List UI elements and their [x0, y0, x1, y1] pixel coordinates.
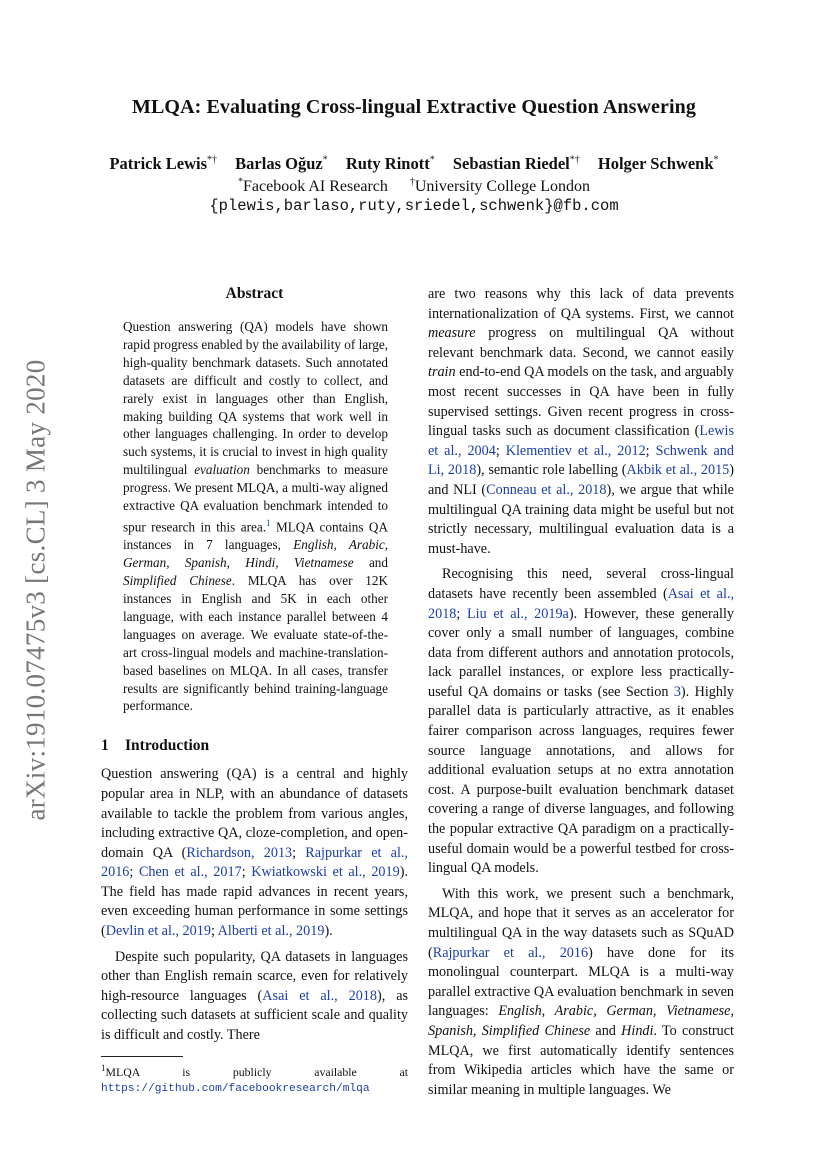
- left-column: [101, 285, 408, 1097]
- citation-link[interactable]: Klementiev et al., 2012: [505, 442, 646, 459]
- author-name: Patrick Lewis*†: [109, 154, 218, 173]
- affiliation: †University College London: [409, 177, 590, 196]
- affiliation: *Facebook AI Research: [238, 177, 388, 196]
- author-name: Sebastian Riedel*†: [452, 154, 580, 173]
- author-name: Barlas Oğuz*: [235, 154, 328, 173]
- right-column: [428, 285, 734, 1100]
- citation-link[interactable]: Asai et al., 2018: [428, 585, 735, 622]
- footnote-url[interactable]: https://github.com/facebookresearch/mlqa: [101, 1082, 370, 1095]
- arxiv-identifier: arXiv:1910.07475v3 [cs.CL] 3 May 2020: [20, 359, 51, 821]
- citation-link[interactable]: Chen et al., 2017: [138, 864, 242, 881]
- citation-link[interactable]: Richardson, 2013: [186, 844, 293, 861]
- footnote: $^1$MLQA is publicly available at https://github.com/facebookresearch/mlqa: [101, 1062, 408, 1095]
- author-name: Ruty Rinott*: [345, 154, 435, 173]
- footnote-marker[interactable]: 1: [266, 517, 271, 528]
- author-list: [0, 154, 828, 174]
- citation-link[interactable]: Rajpurkar et al., 2016: [432, 944, 589, 961]
- citation-link[interactable]: Schwenk and Li, 2018: [428, 442, 734, 479]
- citation-link[interactable]: Rajpurkar et al., 2016: [101, 844, 408, 881]
- footnote-rule: [101, 1056, 183, 1057]
- citation-link[interactable]: Kwiatkowski et al., 2019: [251, 864, 400, 881]
- citation-link[interactable]: Conneau et al., 2018: [486, 481, 607, 498]
- author-emails: {plewis,barlaso,ruty,sriedel,schwenk}@fb.com: [209, 197, 619, 215]
- abstract-text: Question answering (QA) models have shown rapid progress enabled by the availability of large, high-quality benchmark datasets. Such annotated datasets are difficult and costly to collect, and rarely exist in languages other than English, making building QA systems that work well in other languages challenging. In order to develop such systems, it is crucial to invest in high quality multilingual evaluation benchmarks to measure progress. We present MLQA, a multi-way aligned extractive QA evaluation benchmark intended to spur research in this area.$^1$ MLQA contains QA instances in 7 languages, English, Arabic, German, Spanish, Hindi, Vietnamese and Simplified Chinese. MLQA has over 12K instances in English and 5K in each other language, with each instance parallel between 4 languages on average. We evaluate state-of-the-art cross-lingual models and machine-translation-based baselines on MLQA. In all cases, transfer results are significantly behind training-language performance.: [123, 319, 389, 714]
- paper-title: MLQA: Evaluating Cross-lingual Extractive Question Answering: [132, 96, 696, 118]
- intro-paragraph: With this work, we present such a benchmark, MLQA, and hope that it serves as an accelerator for multilingual QA in the way datasets such as SQuAD (Rajpurkar et al., 2016) have done for its monolingual counterpart. MLQA is a multi-way parallel extractive QA evaluation benchmark in seven languages: English, Arabic, German, Vietnamese, Spanish, Simplified Chinese and Hindi. To construct MLQA, we first automatically identify sentences from Wikipedia articles which have the same or similar meaning in multiple languages. We: [428, 885, 734, 1098]
- intro-paragraph: Despite such popularity, QA datasets in languages other than English remain scarce, even for relatively high-resource languages (Asai et al., 2018), as collecting such datasets at sufficient scale and quality is difficult and costly. There: [101, 948, 409, 1044]
- section-link[interactable]: 3: [673, 683, 681, 700]
- author-name: Holger Schwenk*: [597, 154, 719, 173]
- citation-link[interactable]: Asai et al., 2018: [262, 987, 377, 1004]
- intro-paragraph: Question answering (QA) is a central and highly popular area in NLP, with an abundance of datasets available to tackle the problem from various angles, including extractive QA, cloze-completion, and open-domain QA (Richardson, 2013; Rajpurkar et al., 2016; Chen et al., 2017; Kwiatkowski et al., 2019). The field has made rapid advances in recent years, even exceeding human performance in some settings (Devlin et al., 2019; Alberti et al., 2019).: [101, 766, 408, 940]
- section-heading: 1 Introduction: [101, 737, 210, 755]
- citation-link[interactable]: Devlin et al., 2019: [105, 923, 211, 940]
- abstract-heading: Abstract: [225, 285, 284, 302]
- citation-link[interactable]: Akbik et al., 2015: [626, 462, 730, 479]
- intro-paragraph: are two reasons why this lack of data prevents internationalization of QA systems. First, we cannot measure progress on multilingual QA without relevant benchmark data. Second, we cannot easily train end-to-end QA models on the task, and arguably most recent successes in QA have been in fully supervised settings. Given recent progress in cross-lingual tasks such as document classification (Lewis et al., 2004; Klementiev et al., 2012; Schwenk and Li, 2018), semantic role labelling (Akbik et al., 2015) and NLI (Conneau et al., 2018), we argue that while multilingual QA training data might be useful but not strictly necessary, multilingual evaluation data is a must-have.: [428, 286, 735, 557]
- affiliations: [0, 177, 828, 196]
- citation-link[interactable]: Lewis et al., 2004: [428, 423, 734, 459]
- intro-paragraph: Recognising this need, several cross-lingual datasets have recently been assembled (Asai et al., 2018; Liu et al., 2019a). However, these generally cover only a small number of languages, combine data from different authors and annotation protocols, lack parallel instances, or explore less practically-useful QA domains or tasks (see Section 3). Highly parallel data is particularly attractive, as it enables fairer comparison across languages, requires fewer source language annotations, and allows for additional evaluation setups at no extra annotation cost. A purpose-built evaluation benchmark dataset covering a range of diverse languages, and following the popular extractive QA paradigm on a practically-useful domain would be a powerful testbed for cross-lingual QA models.: [428, 566, 735, 877]
- citation-link[interactable]: Liu et al., 2019a: [466, 605, 569, 622]
- citation-link[interactable]: Alberti et al., 2019: [217, 923, 325, 940]
